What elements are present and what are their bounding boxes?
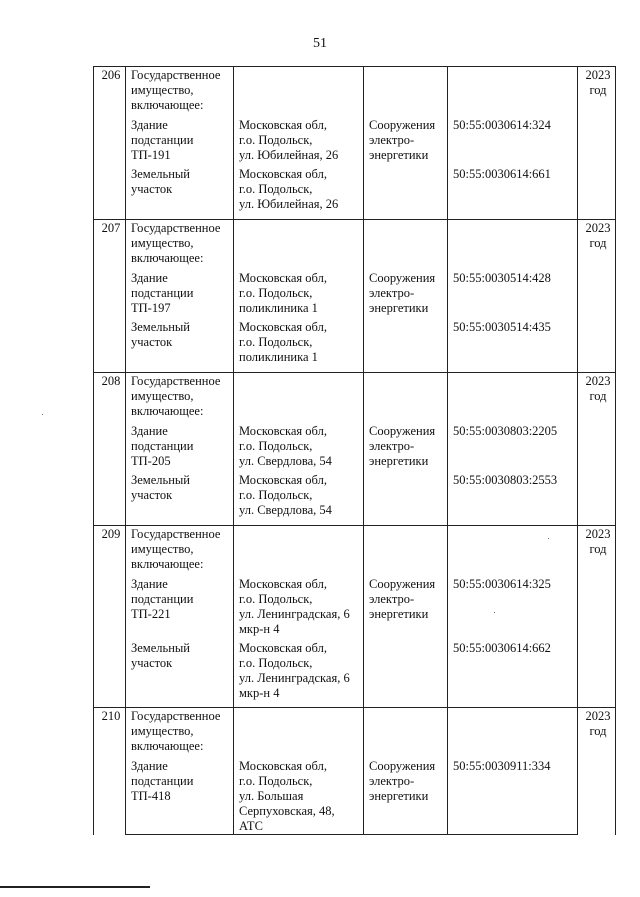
address-city: г.о. Подольск, [239, 488, 313, 502]
year-cell [578, 373, 616, 526]
substation-label: подстанции [131, 286, 194, 300]
purpose-line: электро- [369, 592, 415, 606]
table-row [94, 271, 616, 320]
cadastral-number: 50:55:0030803:2205 [453, 424, 558, 438]
cadastral-number: 50:55:0030514:428 [453, 271, 551, 285]
building-label: Здание [131, 424, 168, 438]
land-purpose-cell [364, 473, 448, 526]
cadastral-cell [448, 708, 578, 760]
entry-number-text: 209 [101, 527, 121, 541]
entry-number-text: 207 [101, 221, 121, 235]
address-city: г.о. Подольск, [239, 335, 313, 349]
purpose-line: Сооружения [369, 118, 436, 132]
purpose-line: Сооружения [369, 577, 436, 591]
land-address-cell [234, 641, 364, 708]
address-city: г.о. Подольск, [239, 182, 313, 196]
address-region: Московская обл, [239, 424, 327, 438]
address-region: Московская обл, [239, 167, 327, 181]
table-row [94, 526, 616, 578]
address-region: Московская обл, [239, 473, 327, 487]
cadastral-number: 50:55:0030911:334 [453, 759, 551, 773]
address-region: Московская обл, [239, 320, 327, 334]
address-cell [234, 526, 364, 578]
land-name-cell [126, 320, 234, 373]
land-cadastral-cell [448, 641, 578, 708]
land-label: Земельный [131, 167, 190, 181]
purpose-cell [364, 526, 448, 578]
cadastral-number: 50:55:0030614:661 [453, 167, 551, 181]
table-row [94, 641, 616, 708]
purpose-line: Сооружения [369, 759, 436, 773]
substation-code: ТП-418 [131, 789, 171, 803]
group-intro-line: включающее: [131, 557, 204, 571]
address-region: Московская обл, [239, 641, 327, 655]
land-cadastral-cell [448, 320, 578, 373]
year-line: год [589, 542, 607, 556]
purpose-line: электро- [369, 774, 415, 788]
address-cell [234, 67, 364, 119]
land-label: Земельный [131, 320, 190, 334]
entry-number [94, 220, 126, 373]
land-purpose-cell [364, 320, 448, 373]
building-address-cell [234, 424, 364, 473]
purpose-line: энергетики [369, 301, 429, 315]
group-intro-cell [126, 220, 234, 272]
address-street: поликлиника 1 [239, 350, 318, 364]
cadastral-cell [448, 373, 578, 425]
table-row [94, 473, 616, 526]
group-intro-cell [126, 67, 234, 119]
address-street: мкр-н 4 [239, 622, 280, 636]
purpose-line: электро- [369, 286, 415, 300]
cadastral-cell [448, 526, 578, 578]
substation-code: ТП-191 [131, 148, 171, 162]
group-intro-line: включающее: [131, 98, 204, 112]
purpose-line: Сооружения [369, 424, 436, 438]
building-name-cell [126, 118, 234, 167]
address-cell [234, 708, 364, 760]
year-line: год [589, 389, 607, 403]
land-name-cell [126, 167, 234, 220]
group-intro-cell [126, 708, 234, 760]
substation-label: подстанции [131, 592, 194, 606]
purpose-line: энергетики [369, 607, 429, 621]
entry-number [94, 373, 126, 526]
substation-label: подстанции [131, 133, 194, 147]
building-label: Здание [131, 271, 168, 285]
year-line: 2023 [585, 221, 611, 235]
land-label: участок [131, 182, 173, 196]
group-intro-line: имущество, [131, 542, 194, 556]
group-intro-line: Государственное [131, 527, 221, 541]
address-street: ул. Ленинградская, 6 [239, 671, 350, 685]
land-cadastral-cell [448, 167, 578, 220]
purpose-line: энергетики [369, 454, 429, 468]
entry-number-text: 208 [101, 374, 121, 388]
building-purpose-cell [364, 424, 448, 473]
address-street: мкр-н 4 [239, 686, 280, 700]
group-intro-line: включающее: [131, 404, 204, 418]
purpose-line: электро- [369, 133, 415, 147]
building-purpose-cell [364, 759, 448, 835]
group-intro-line: Государственное [131, 221, 221, 235]
building-purpose-cell [364, 118, 448, 167]
building-name-cell [126, 424, 234, 473]
table-row [94, 373, 616, 425]
entry-number [94, 67, 126, 220]
building-name-cell [126, 759, 234, 835]
year-cell [578, 708, 616, 835]
year-line: 2023 [585, 527, 611, 541]
building-cadastral-cell [448, 577, 578, 641]
entry-number-text: 206 [101, 68, 121, 82]
table-row [94, 424, 616, 473]
purpose-line: электро- [369, 439, 415, 453]
table-row [94, 67, 616, 119]
address-city: г.о. Подольск, [239, 286, 313, 300]
year-line: 2023 [585, 709, 611, 723]
table-row [94, 759, 616, 835]
building-address-cell [234, 118, 364, 167]
page-number: 51 [313, 36, 327, 51]
land-purpose-cell [364, 167, 448, 220]
group-intro-line: имущество, [131, 83, 194, 97]
substation-label: подстанции [131, 439, 194, 453]
land-label: участок [131, 656, 173, 670]
entry-number [94, 708, 126, 835]
table-row [94, 320, 616, 373]
cadastral-cell [448, 67, 578, 119]
purpose-cell [364, 220, 448, 272]
group-intro-line: включающее: [131, 251, 204, 265]
purpose-line: энергетики [369, 789, 429, 803]
land-cadastral-cell [448, 473, 578, 526]
group-intro-cell [126, 526, 234, 578]
land-name-cell [126, 473, 234, 526]
address-city: г.о. Подольск, [239, 133, 313, 147]
address-city: г.о. Подольск, [239, 439, 313, 453]
scan-speck [548, 538, 549, 539]
address-city: г.о. Подольск, [239, 656, 313, 670]
address-cell [234, 373, 364, 425]
land-address-cell [234, 473, 364, 526]
group-intro-line: Государственное [131, 68, 221, 82]
address-city: г.о. Подольск, [239, 592, 313, 606]
purpose-cell [364, 373, 448, 425]
purpose-line: Сооружения [369, 271, 436, 285]
property-registry-table [93, 66, 616, 835]
address-city: г.о. Подольск, [239, 774, 313, 788]
year-line: 2023 [585, 68, 611, 82]
address-street: ул. Ленинградская, 6 [239, 607, 350, 621]
year-line: год [589, 83, 607, 97]
year-cell [578, 220, 616, 373]
group-intro-line: Государственное [131, 709, 221, 723]
year-line: год [589, 236, 607, 250]
purpose-line: энергетики [369, 148, 429, 162]
scan-speck [42, 414, 43, 415]
year-cell [578, 67, 616, 220]
purpose-cell [364, 67, 448, 119]
building-address-cell [234, 271, 364, 320]
building-name-cell [126, 577, 234, 641]
table-row [94, 118, 616, 167]
year-cell [578, 526, 616, 708]
address-street: ул. Юбилейная, 26 [239, 148, 339, 162]
group-intro-line: имущество, [131, 389, 194, 403]
year-line: 2023 [585, 374, 611, 388]
land-address-cell [234, 167, 364, 220]
group-intro-line: включающее: [131, 739, 204, 753]
address-region: Московская обл, [239, 118, 327, 132]
cadastral-number: 50:55:0030614:325 [453, 577, 551, 591]
address-region: Московская обл, [239, 759, 327, 773]
address-street: ул. Большая [239, 789, 304, 803]
substation-code: ТП-197 [131, 301, 171, 315]
cadastral-number: 50:55:0030614:324 [453, 118, 551, 132]
cadastral-number: 50:55:0030803:2553 [453, 473, 558, 487]
address-street: поликлиника 1 [239, 301, 318, 315]
address-street: ул. Свердлова, 54 [239, 454, 332, 468]
footer-rule [0, 886, 150, 888]
building-purpose-cell [364, 577, 448, 641]
address-cell [234, 220, 364, 272]
land-label: Земельный [131, 641, 190, 655]
group-intro-line: имущество, [131, 724, 194, 738]
land-purpose-cell [364, 641, 448, 708]
group-intro-cell [126, 373, 234, 425]
year-line: год [589, 724, 607, 738]
address-street: АТС [239, 819, 263, 833]
address-street: Серпуховская, 48, [239, 804, 335, 818]
building-cadastral-cell [448, 759, 578, 835]
building-label: Здание [131, 759, 168, 773]
land-name-cell [126, 641, 234, 708]
table-row [94, 167, 616, 220]
land-label: Земельный [131, 473, 190, 487]
cadastral-cell [448, 220, 578, 272]
group-intro-line: имущество, [131, 236, 194, 250]
substation-label: подстанции [131, 774, 194, 788]
substation-code: ТП-205 [131, 454, 171, 468]
cadastral-number: 50:55:0030614:662 [453, 641, 551, 655]
building-address-cell [234, 577, 364, 641]
building-label: Здание [131, 118, 168, 132]
substation-code: ТП-221 [131, 607, 171, 621]
land-label: участок [131, 488, 173, 502]
purpose-cell [364, 708, 448, 760]
table-row [94, 220, 616, 272]
land-address-cell [234, 320, 364, 373]
land-label: участок [131, 335, 173, 349]
group-intro-line: Государственное [131, 374, 221, 388]
building-cadastral-cell [448, 271, 578, 320]
entry-number [94, 526, 126, 708]
entry-number-text: 210 [101, 709, 121, 723]
table-row [94, 577, 616, 641]
address-region: Московская обл, [239, 271, 327, 285]
building-purpose-cell [364, 271, 448, 320]
building-cadastral-cell [448, 424, 578, 473]
building-address-cell [234, 759, 364, 835]
address-street: ул. Свердлова, 54 [239, 503, 332, 517]
building-name-cell [126, 271, 234, 320]
address-street: ул. Юбилейная, 26 [239, 197, 339, 211]
cadastral-number: 50:55:0030514:435 [453, 320, 551, 334]
table-row [94, 708, 616, 760]
scan-speck [494, 612, 495, 613]
address-region: Московская обл, [239, 577, 327, 591]
building-label: Здание [131, 577, 168, 591]
building-cadastral-cell [448, 118, 578, 167]
